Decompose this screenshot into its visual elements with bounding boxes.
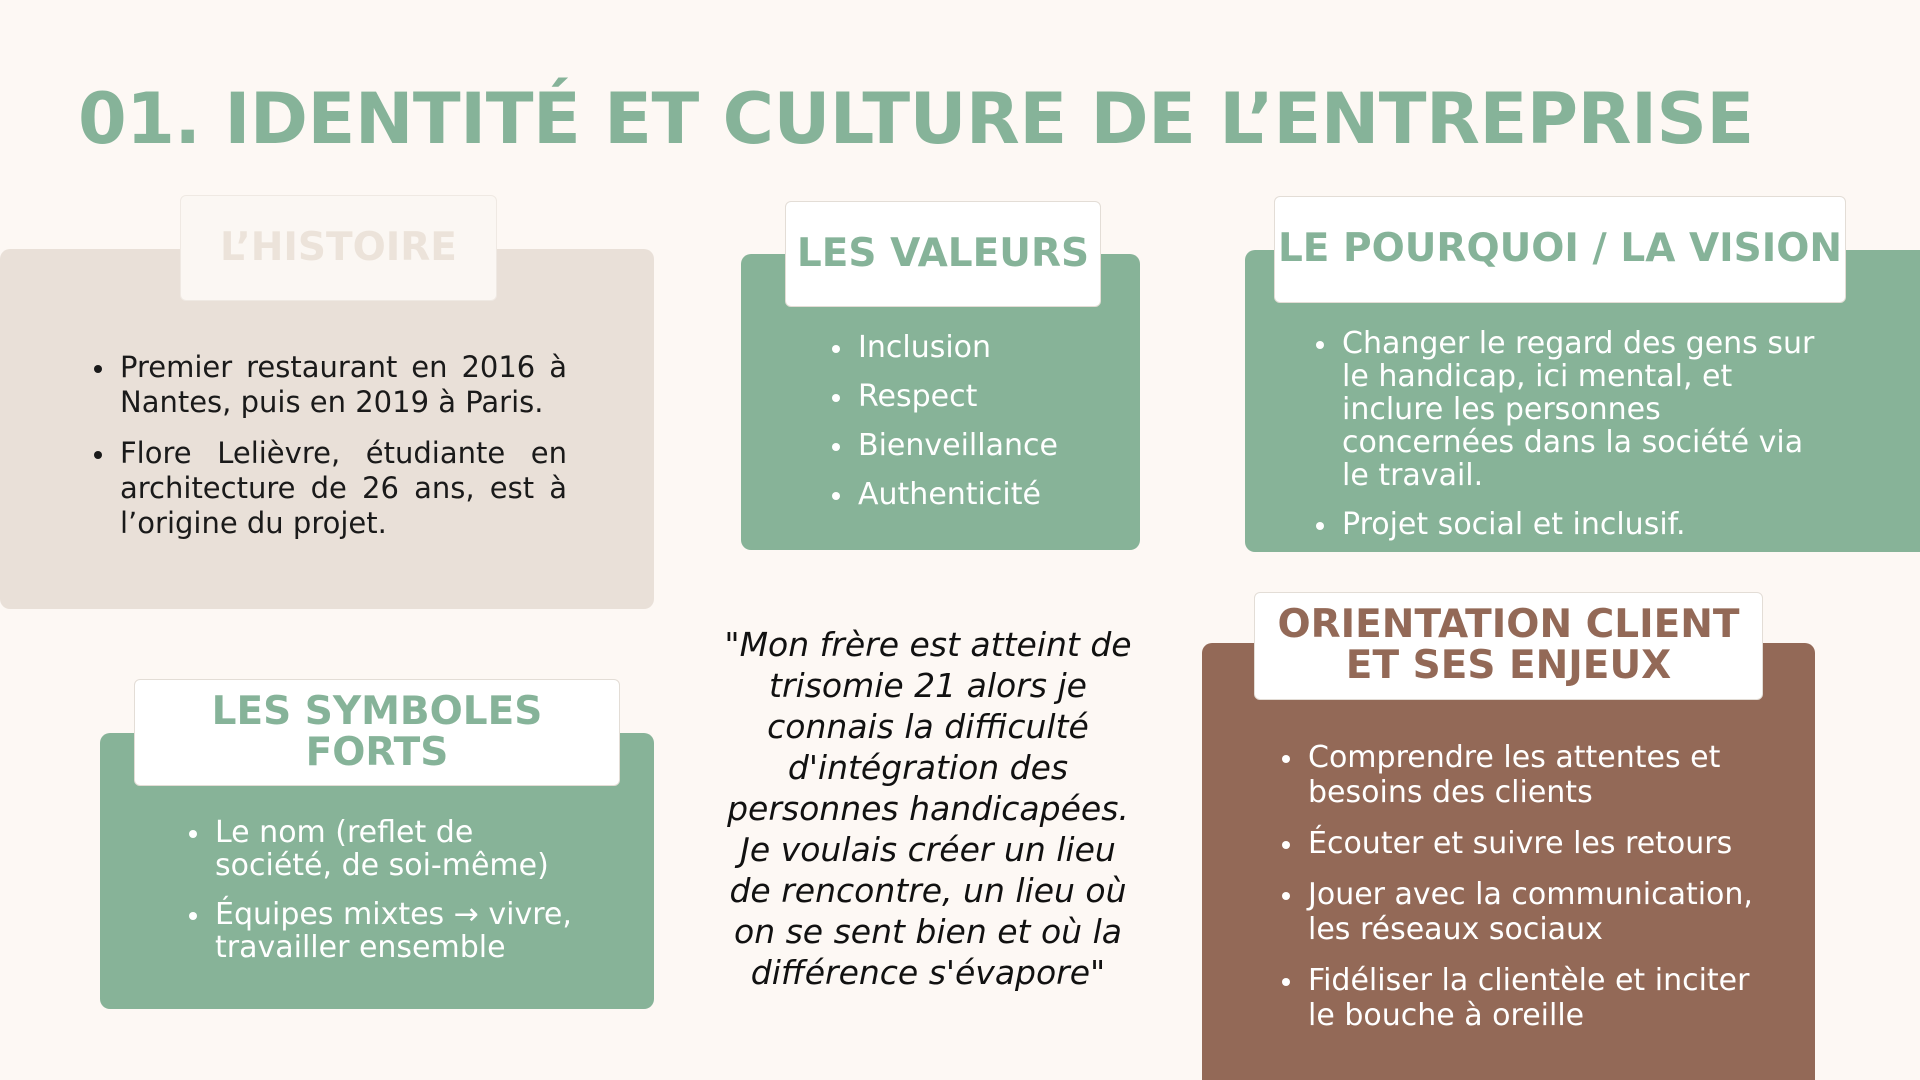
symboles-heading bbox=[134, 679, 620, 786]
list-item: Changer le regard des gens sur le handicap, ici mental, et inclure les personnes concernées dans la société via le travail. bbox=[1314, 327, 1834, 492]
list-item: Premier restaurant en 2016 à Nantes, puis en 2019 à Paris. bbox=[92, 350, 567, 420]
list-item: Le nom (reflet de société, de soi-même) bbox=[187, 816, 587, 882]
client-heading-line2: ET SES ENJEUX bbox=[1345, 643, 1672, 688]
list-item: Bienveillance bbox=[830, 428, 1058, 464]
list-item: Projet social et inclusif. bbox=[1314, 508, 1834, 541]
list-item: Écouter et suivre les retours bbox=[1280, 826, 1780, 861]
client-heading-line1: ORIENTATION CLIENT bbox=[1277, 602, 1740, 648]
vision-heading bbox=[1274, 196, 1846, 303]
vision-heading-text: LE POURQUOI / LA VISION bbox=[1277, 226, 1843, 272]
list-item: Jouer avec la communication, les réseaux sociaux bbox=[1280, 877, 1780, 947]
valeurs-heading bbox=[785, 201, 1101, 307]
valeurs-list bbox=[830, 330, 1058, 526]
list-item: Comprendre les attentes et besoins des clients bbox=[1280, 740, 1780, 810]
symboles-heading-text: LES SYMBOLES FORTS bbox=[211, 688, 543, 775]
list-item: Inclusion bbox=[830, 330, 1058, 366]
list-item: Équipes mixtes → vivre, travailler ensemble bbox=[187, 898, 587, 964]
client-heading bbox=[1254, 592, 1763, 700]
vision-list bbox=[1314, 327, 1834, 557]
list-item: Authenticité bbox=[830, 477, 1058, 513]
symboles-list bbox=[187, 816, 587, 980]
histoire-list bbox=[92, 350, 567, 557]
histoire-heading-text: L’HISTOIRE bbox=[220, 224, 457, 270]
list-item: Respect bbox=[830, 379, 1058, 415]
client-list bbox=[1280, 740, 1780, 1049]
list-item: Flore Lelièvre, étudiante en architecture de 26 ans, est à l’origine du projet. bbox=[92, 436, 567, 541]
slide-title: 01. IDENTITÉ ET CULTURE DE L’ENTREPRISE bbox=[78, 78, 1754, 160]
founder-quote: "Mon frère est atteint de trisomie 21 alors je connais la difficulté d'intégration des personnes handicapées. Je voulais créer un lieu de rencontre, un lieu où on se sent bien et où la différence s'évapore" bbox=[724, 625, 1132, 992]
valeurs-heading-text: LES VALEURS bbox=[796, 230, 1090, 276]
list-item: Fidéliser la clientèle et inciter le bouche à oreille bbox=[1280, 963, 1780, 1033]
histoire-heading bbox=[180, 195, 497, 301]
